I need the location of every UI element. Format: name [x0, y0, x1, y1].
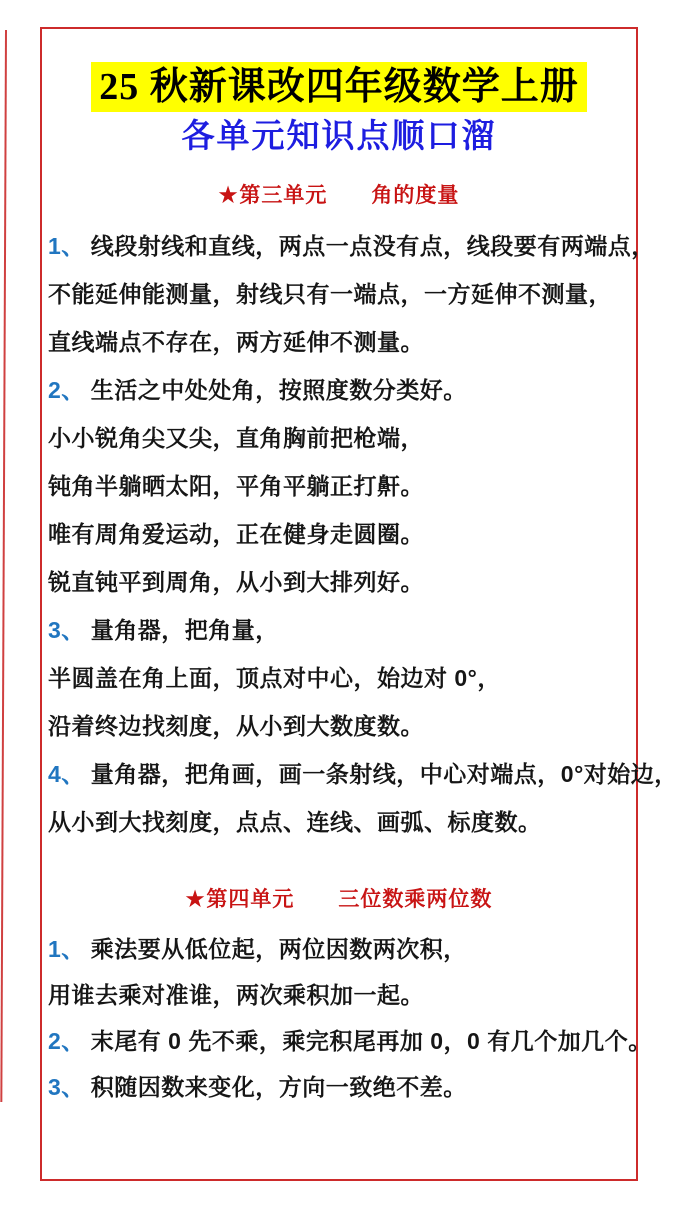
- verse-text: 末尾有 0 先不乘，乘完积尾再加 0，0 有几个加几个。: [90, 1028, 652, 1054]
- verse-line: [48, 222, 655, 270]
- verse-line: [48, 972, 630, 1018]
- verse-text: 量角器，把角画，画一条射线，中心对端点，0°对始边，: [90, 761, 678, 787]
- document-frame: [40, 27, 678, 1181]
- unit-name: 第三单元: [239, 184, 328, 207]
- section-topic: 角的度量: [371, 184, 460, 207]
- item-number: 2、: [48, 377, 85, 403]
- item-number: 4、: [48, 761, 85, 787]
- section-header: [48, 888, 630, 912]
- section-unit-label: [219, 184, 328, 208]
- verse-line: [48, 510, 630, 558]
- verse-line: [48, 1018, 652, 1064]
- verse-line: [48, 750, 678, 798]
- star-icon: ★: [218, 184, 239, 207]
- verse-text: 从小到大找刻度，点点、连线、画弧、标度数。: [48, 809, 542, 835]
- verse-text: 半圆盖在角上面，顶点对中心，始边对 0°，: [48, 665, 501, 691]
- verse-line: [48, 366, 630, 414]
- verse-list: [48, 222, 678, 846]
- verse-text: 线段射线和直线，两点一点没有点，线段要有两端点，: [90, 233, 655, 259]
- section-unit-label: [186, 888, 295, 912]
- verse-line: [48, 318, 630, 366]
- item-number: 2、: [48, 1028, 85, 1054]
- item-number: 1、: [48, 233, 85, 259]
- verse-text: 积随因数来变化，方向一致绝不差。: [90, 1074, 467, 1100]
- verse-text: 沿着终边找刻度，从小到大数度数。: [48, 713, 424, 739]
- item-number: 1、: [48, 936, 85, 962]
- item-number: 3、: [48, 617, 85, 643]
- verse-line: [48, 414, 630, 462]
- verse-line: [48, 270, 630, 318]
- verse-text: 钝角半躺晒太阳，平角平躺正打鼾。: [48, 473, 424, 499]
- verse-line: [48, 702, 630, 750]
- star-icon: ★: [185, 888, 206, 911]
- section-header: [48, 184, 630, 208]
- verse-text: 唯有周角爱运动，正在健身走圆圈。: [48, 521, 424, 547]
- section-topic: 三位数乘两位数: [338, 888, 493, 911]
- verse-text: 不能延伸能测量，射线只有一端点，一方延伸不测量，: [48, 281, 612, 307]
- section-unit-4: [48, 888, 652, 1110]
- verse-list: [48, 926, 652, 1110]
- verse-text: 锐直钝平到周角，从小到大排列好。: [48, 569, 424, 595]
- verse-line: [48, 606, 630, 654]
- verse-line: [48, 654, 630, 702]
- verse-line: [48, 558, 630, 606]
- verse-line: [48, 462, 630, 510]
- page-title: 25 秋新课改四年级数学上册: [91, 62, 587, 112]
- verse-text: 生活之中处处角，按照度数分类好。: [90, 377, 467, 403]
- verse-line: [48, 926, 630, 972]
- verse-text: 量角器，把角量，: [90, 617, 279, 643]
- page-edge-line: [0, 30, 7, 1102]
- title-row: [48, 62, 630, 112]
- section-unit-3: [48, 184, 678, 846]
- verse-text: 乘法要从低位起，两位因数两次积，: [90, 936, 467, 962]
- item-number: 3、: [48, 1074, 85, 1100]
- verse-line: [48, 1064, 630, 1110]
- verse-line: [48, 798, 630, 846]
- verse-text: 小小锐角尖又尖，直角胸前把枪端，: [48, 425, 424, 451]
- page-subtitle: 各单元知识点顺口溜: [181, 119, 497, 155]
- unit-name: 第四单元: [206, 888, 295, 911]
- verse-text: 用谁去乘对准谁，两次乘积加一起。: [48, 982, 424, 1008]
- verse-text: 直线端点不存在，两方延伸不测量。: [48, 329, 424, 355]
